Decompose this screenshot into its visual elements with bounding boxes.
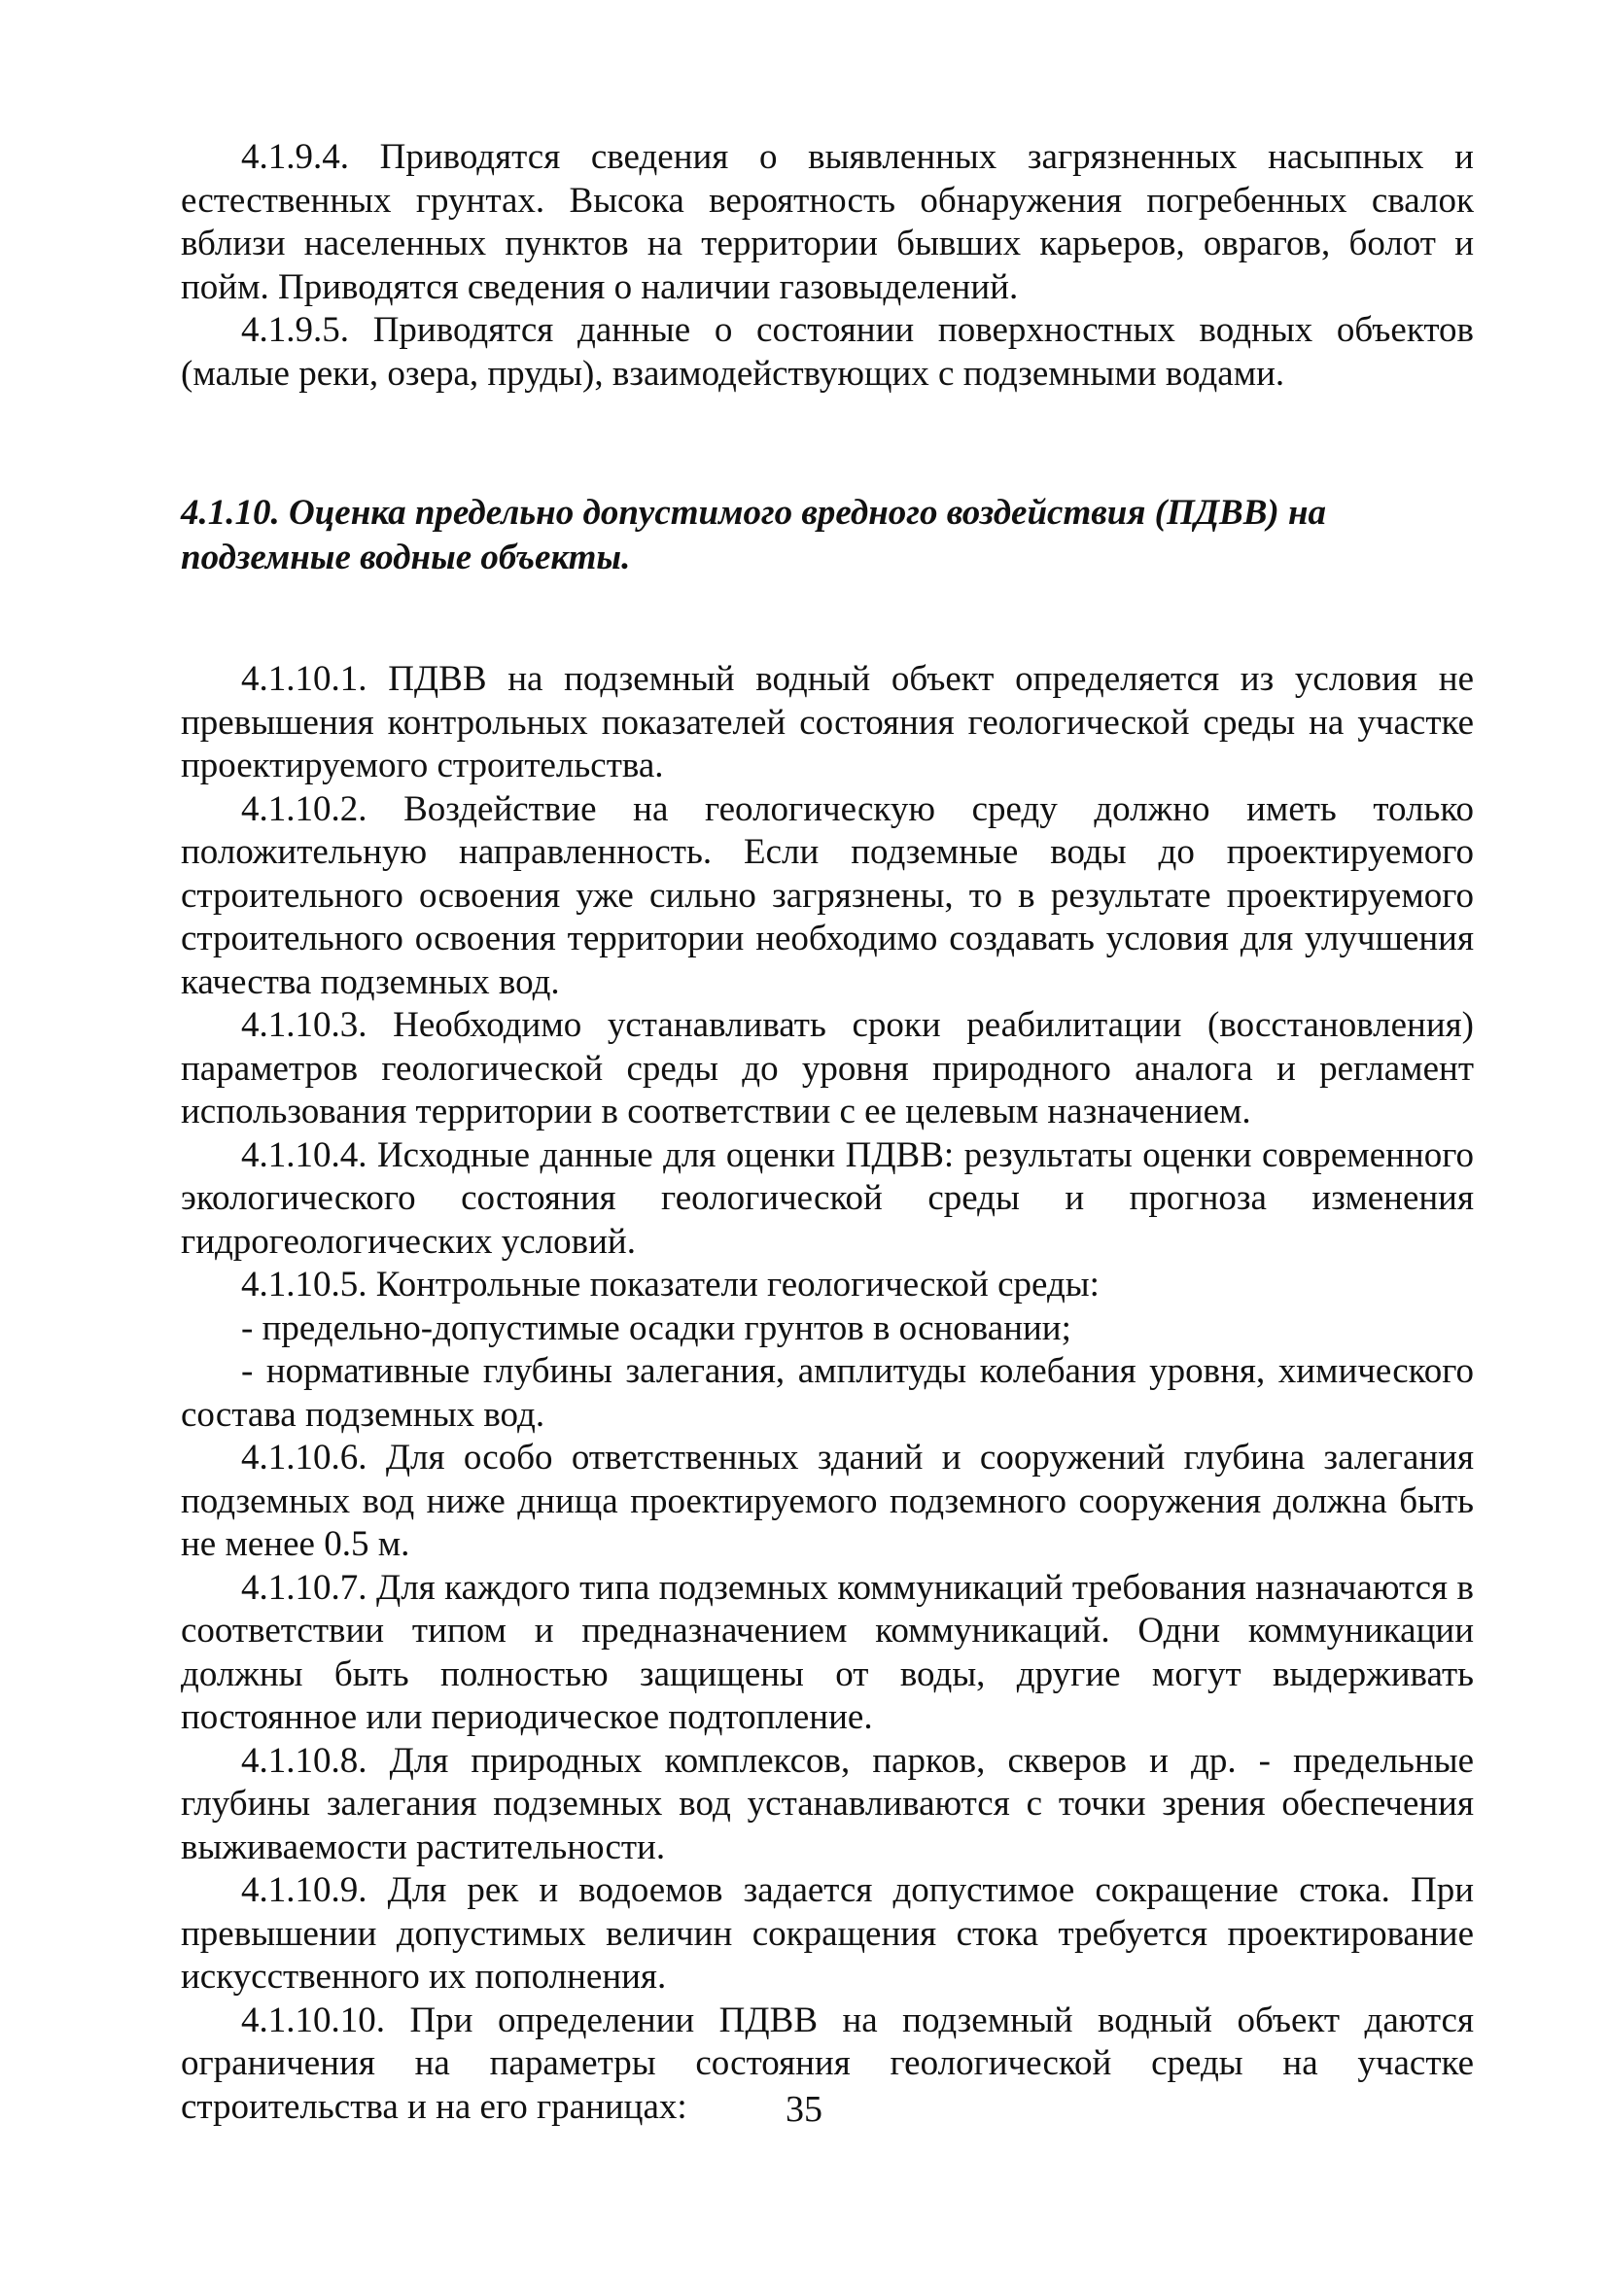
paragraph-4-1-9-4: 4.1.9.4. Приводятся сведения о выявленных загрязненных насыпных и естественных грунтах. Высока вероятность обнаружения погребенных свалок вблизи населенных пунктов на территории бывших карьеров, оврагов, болот и пойм. Приводятся сведения о наличии газовыделений. xyxy=(181,137,1474,307)
paragraph-4-1-10-6: 4.1.10.6. Для особо ответственных зданий и сооружений глубина залегания подземных вод ниже днища проектируемого подземного сооружения должна быть не менее 0.5 м. xyxy=(181,1438,1474,1564)
paragraph-4-1-10-1: 4.1.10.1. ПДВВ на подземный водный объект определяется из условия не превышения контрольных показателей состояния геологической среды на участке проектируемого строительства. xyxy=(181,659,1474,785)
paragraph-4-1-10-8: 4.1.10.8. Для природных комплексов, парков, скверов и др. - предельные глубины залегания подземных вод устанавливаются с точки зрения обеспечения выживаемости растительности. xyxy=(181,1740,1474,1867)
list-item-groundwater-depth: - нормативные глубины залегания, амплитуды колебания уровня, химического состава подземных вод. xyxy=(181,1351,1474,1435)
paragraph-4-1-10-5: 4.1.10.5. Контрольные показатели геологической среды: xyxy=(241,1265,1100,1305)
paragraph-4-1-10-3: 4.1.10.3. Необходимо устанавливать сроки реабилитации (восстановления) параметров геологической среды до уровня природного аналога и регламент использования территории в соответствии с ее целевым назначением. xyxy=(181,1005,1474,1131)
document-page xyxy=(181,136,1474,2129)
paragraph-4-1-10-9: 4.1.10.9. Для рек и водоемов задается допустимое сокращение стока. При превышении допустимых величин сокращения стока требуется проектирование искусственного их пополнения. xyxy=(181,1870,1474,1997)
section-heading-4-1-10: 4.1.10. Оценка предельно допустимого вредного воздействия (ПДВВ) на подземные водные объекты. xyxy=(181,493,1327,577)
paragraph-4-1-10-7: 4.1.10.7. Для каждого типа подземных коммуникаций требования назначаются в соответствии типом и предназначением коммуникаций. Одни коммуникации должны быть полностью защищены от воды, другие могут выдерживать постоянное или периодическое подтопление. xyxy=(181,1567,1474,1737)
paragraph-4-1-10-2: 4.1.10.2. Воздействие на геологическую среду должно иметь только положительную направленность. Если подземные воды до проектируемого строительного освоения уже сильно загрязнены, то в результате проектируемого строительного освоения территории необходимо создавать условия для улучшения качества подземных вод. xyxy=(181,788,1474,1002)
page-number: 35 xyxy=(786,2089,822,2130)
paragraph-4-1-10-4: 4.1.10.4. Исходные данные для оценки ПДВВ: результаты оценки современного экологического состояния геологической среды и прогноза изменения гидрогеологических условий. xyxy=(181,1134,1474,1262)
list-item-settlement: - предельно-допустимые осадки грунтов в основании; xyxy=(241,1307,1071,1348)
paragraph-4-1-9-5: 4.1.9.5. Приводятся данные о состоянии поверхностных водных объектов (малые реки, озера, пруды), взаимодействующих с подземными водами. xyxy=(181,310,1474,394)
paragraph-4-1-10-10: 4.1.10.10. При определении ПДВВ на подземный водный объект даются ограничения на параметры состояния геологической среды на участке строительства и на его границах: xyxy=(181,2000,1474,2127)
